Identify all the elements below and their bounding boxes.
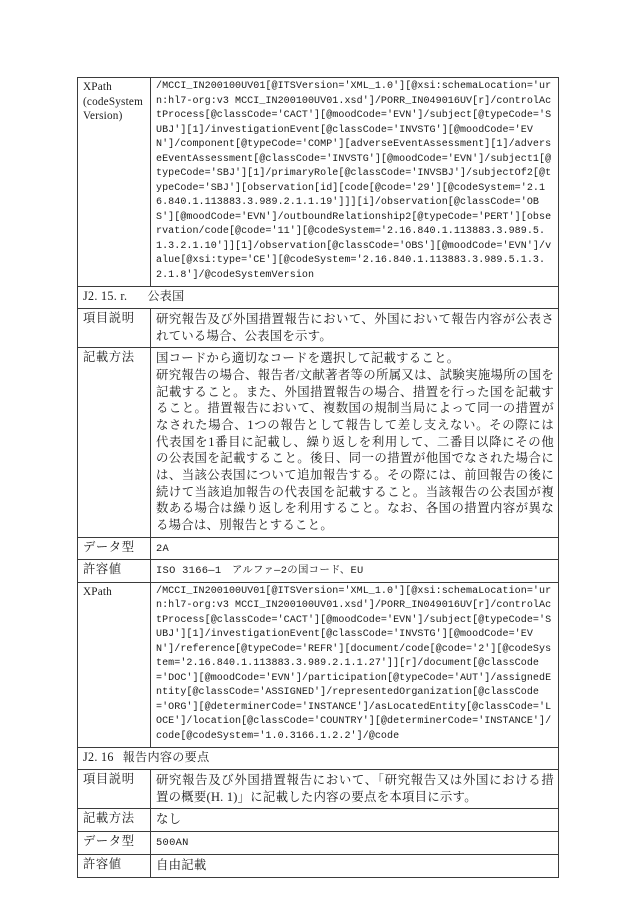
row-value-allowed-values: [151, 854, 559, 877]
datatype-value: 500AN: [156, 837, 189, 850]
section-title: 公表国: [147, 289, 185, 304]
method-paragraph-1: 国コードから適切なコードを選択して記載すること。: [156, 351, 460, 366]
xpath-expression: /MCCI_IN200100UV01[@ITSVersion='XML_1.0'][@xsi:schemaLocation='urn:hl7-org:v3 MCCI_IN200100UV01.xsd']/PORR_IN049016UV[r]/controlActProcess[@classCode='CACT'][@moodCode='EVN']/subject[@typeCode='SUBJ'][1]/investigationEvent[@classCode='INVSTG'][@moodCode='EVN']/component[@typeCode='COMP'][adverseEventAssessment][1]/adverseEventAssessment[@classCode='INVSTG'][@moodCode='EVN']/subject1[@typeCode='SBJ'][1]/primaryRole[@classCode='INVSBJ']/subjectOf2[@typeCode='SBJ'][observation[id][code[@code='29'][@codeSystem='2.16.840.1.113883.3.989.2.1.1.19']]][i]/observation[@classCode='OBS'][@moodCode='EVN']/outboundRelationship2[@typeCode='PERT'][observation/code[@code='11'][@codeSystem='2.16.840.1.113883.3.989.5.1.3.2.1.10']][1]/observation[@classCode='OBS'][@moodCode='EVN']/value[@xsi:type='CE'][@codeSystem='2.16.840.1.113883.3.989.5.1.3.2.1.8']/@codeSystemVersion: [156, 81, 552, 281]
section-number: J2. 16: [83, 750, 114, 765]
table-row: [78, 832, 559, 855]
table-row: [78, 348, 559, 537]
label-line-1: XPath: [83, 81, 112, 93]
label-line-2: (codeSystem: [83, 95, 143, 108]
row-label-xpath-codesystemversion: [78, 78, 151, 287]
method-text: なし: [156, 812, 182, 827]
row-label-description: 項目説明: [78, 308, 151, 347]
row-value-xpath-codesystemversion: [151, 78, 559, 287]
row-value-method: [151, 348, 559, 537]
row-value-description: [151, 308, 559, 347]
section-header-j2-15-r: [78, 287, 559, 309]
row-value-allowed-values: [151, 560, 559, 583]
row-label-description: 項目説明: [78, 770, 151, 809]
row-value-xpath: [151, 582, 559, 748]
table-row: [78, 854, 559, 877]
row-label-allowed-values: 許容値: [78, 560, 151, 583]
method-paragraph-2: 研究報告の場合、報告者/文献著者等の所属又は、試験実施場所の国を記載すること。また、外国措置報告の場合、措置を行った国を記載すること。措置報告において、複数国の規制当局によって同一の措置がなされた場合、1つの報告として報告して差し支えない。その際には代表国を1番目に記載し、繰り返しを利用して、二番目以降にその他の公表国を記載すること。後日、同一の措置が他国でなされた場合には、当該公表国について追加報告する。その際には、前回報告の後に続けて当該追加報告の代表国を記載すること。当該報告の公表国が複数ある場合は繰り返しを利用すること。なお、各国の措置内容が異なる場合は、別報告とすること。: [156, 367, 554, 532]
datatype-value: 2A: [156, 542, 170, 555]
table-row: [78, 78, 559, 287]
section-title: 報告内容の要点: [122, 750, 210, 765]
table-row: [78, 582, 559, 748]
specification-table: [77, 77, 559, 878]
row-label-xpath: XPath: [78, 582, 151, 748]
row-value-datatype: [151, 537, 559, 560]
section-number: J2. 15. r.: [83, 289, 128, 304]
row-label-allowed-values: 許容値: [78, 854, 151, 877]
row-label-datatype: データ型: [78, 832, 151, 855]
row-value-method: [151, 809, 559, 832]
table-row: [78, 308, 559, 347]
description-text: 研究報告及び外国措置報告において、外国において報告内容が公表されている場合、公表国を示す。: [156, 311, 554, 343]
allowed-values-text: ISO 3166—1 アルファ—2の国コード、EU: [156, 565, 364, 578]
xpath-expression: /MCCI_IN200100UV01[@ITSVersion='XML_1.0'][@xsi:schemaLocation='urn:hl7-org:v3 MCCI_IN200100UV01.xsd']/PORR_IN049016UV[r]/controlActProcess[@classCode='CACT'][@moodCode='EVN']/subject[@typeCode='SUBJ'][1]/investigationEvent[@classCode='INVSTG'][@moodCode='EVN']/reference[@typeCode='REFR'][document/code[@code='2'][@codeSystem='2.16.840.1.113883.3.989.2.1.1.27']][r]/document[@classCode='DOC'][@moodCode='EVN']/participation[@typeCode='AUT']/assignedEntity[@classCode='ASSIGNED']/representedOrganization[@classCode='ORG'][@determinerCode='INSTANCE']/asLocatedEntity[@classCode='LOCE']/location[@classCode='COUNTRY'][@determinerCode='INSTANCE']/code[@codeSystem='1.0.3166.1.2.2']/@code: [156, 585, 552, 742]
section-header-j2-16: [78, 748, 559, 770]
row-value-datatype: [151, 832, 559, 855]
section-header-row-j2-15-r: [78, 287, 559, 309]
table-row: [78, 537, 559, 560]
table-row: [78, 560, 559, 583]
table-row: [78, 809, 559, 832]
row-label-datatype: データ型: [78, 537, 151, 560]
section-header-row-j2-16: [78, 748, 559, 770]
table-row: [78, 770, 559, 809]
description-text: 研究報告及び外国措置報告において、「研究報告又は外国における措置の概要(H. 1)」に記載した内容の要点を本項目に示す。: [156, 773, 554, 804]
allowed-values-text: 自由記載: [156, 857, 207, 872]
row-value-description: [151, 770, 559, 809]
label-line-3: Version): [83, 110, 123, 123]
row-label-method: 記載方法: [78, 348, 151, 537]
row-label-method: 記載方法: [78, 809, 151, 832]
